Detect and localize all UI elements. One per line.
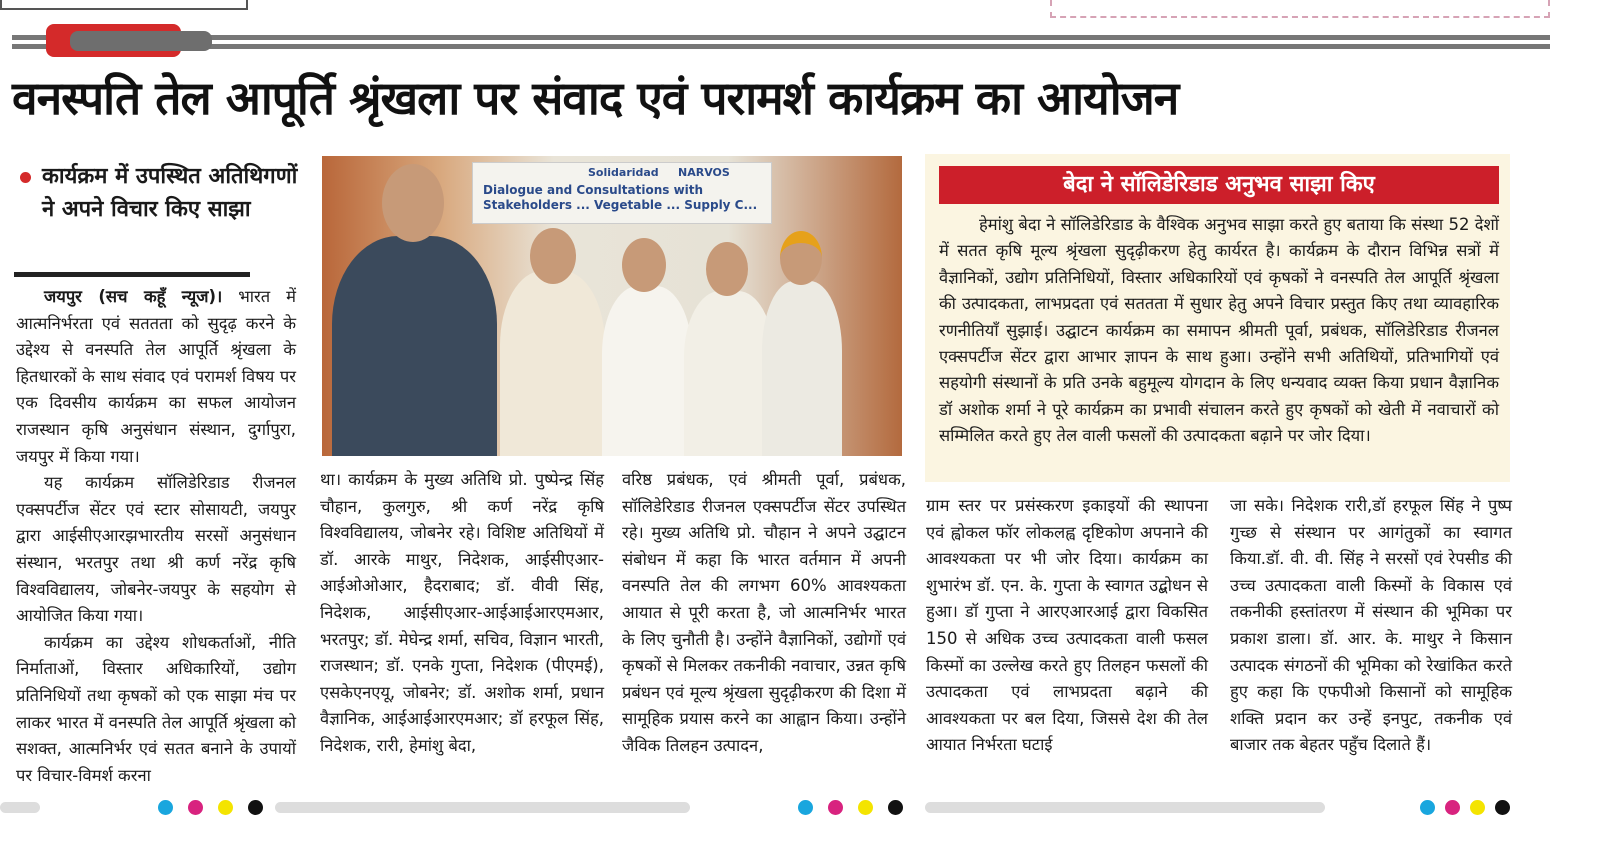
person [332,236,497,456]
event-banner [472,162,772,224]
person [684,291,774,456]
box-title: बेदा ने सॉलिडेरिडाड अनुभव साझा किए [939,166,1499,204]
paragraph: जा सके। निदेशक रारी,डॉ हरफूल सिंह ने पुष्प गुच्छ से संस्थान पर आगंतुकों का स्वागत किया.डॉ. वी. वी. सिंह ने सरसों एवं रेपसीड की उच्च उत्पादकता वाली किस्मों के विकास एवं तकनीकी हस्तांतरण में संस्थान की भूमिका पर प्रकाश डाला। डॉ. आर. के. माथुर ने किसान उत्पादक संगठनों की भूमिका को रेखांकित करते हुए कहा कि एफपीओ किसानों को सामूहिक शक्ति प्रदान कर उन्हें इनपुट, तकनीक एवं बाजार तक बेहतर पहुँच दिलाते हैं। [1230,496,1512,755]
person [500,271,605,456]
bullet-icon [20,172,31,183]
dateline: जयपुर (सच कहूँ न्यूज)। [44,287,223,306]
registration-dot-black [888,800,903,815]
subheading-text: कार्यक्रम में उपस्थित अतिथिगणों ने अपने विचार किए साझा [42,164,298,222]
registration-dot-magenta [828,800,843,815]
paragraph: भारत में आत्मनिर्भरता एवं सततता को सुदृढ़ करने के उद्देश्य से वनस्पति तेल आपूर्ति श्रृंखला के हितधारकों के साथ संवाद एवं परामर्श विषय पर एक दिवसीय कार्यक्रम का सफल आयोजन राजस्थान कृषि अनुसंधान संस्थान, दुर्गापुरा, जयपुर में किया गया। [16,287,296,466]
column-3 [622,467,906,760]
person-head [622,238,666,292]
subheading [16,160,306,226]
paragraph: कार्यक्रम का उद्देश्य शोधकर्ताओं, नीति निर्माताओं, विस्तार अधिकारियों, उद्योग प्रतिनिधियों तथा कृषकों को एक साझा मंच पर लाकर भारत में वनस्पति तेल आपूर्ति श्रृंखला को सशक्त, आत्मनिर्भर एवं सतत बनाने के उपायों पर विचार-विमर्श करना [16,632,296,785]
header-rule [12,44,1550,49]
print-bar [925,802,1325,813]
person-head [780,231,822,285]
paragraph: था। कार्यक्रम के मुख्य अतिथि प्रो. पुष्पेन्द्र सिंह चौहान, कुलगुरु, श्री कर्ण नरेंद्र कृषि विश्वविद्यालय, जोबनेर रहे। विशिष्ट अतिथियों में डॉ. आरके माथुर, निदेशक, आईसीएआर-आईओओआर, हैदराबाद; डॉ. वीवी सिंह, निदेशक, आईसीएआर-आईआईआरएमआर, भरतपुर; डॉ. मेघेन्द्र शर्मा, सचिव, विज्ञान भारती, राजस्थान; डॉ. एनके गुप्ता, निदेशक (पीएमई), एसकेएनएयू, जोबनेर; डॉ. अशोक शर्मा, प्रधान वैज्ञानिक, आईआईआरएमआर; डॉ हरफूल सिंह, निदेशक, रारी, हेमांशु बेदा, [320,470,604,755]
person-head [706,242,748,296]
print-bar [275,802,690,813]
header-rule [12,35,1550,40]
paragraph: वरिष्ठ प्रबंधक, एवं श्रीमती पूर्वा, प्रबंधक, सॉलिडेरिडाड रीजनल एक्सपर्टीज सेंटर उपस्थित रहे। मुख्य अतिथि प्रो. चौहान ने अपने उद्घाटन संबोधन में कहा कि भारत वर्तमान में अपनी वनस्पति तेल की लगभग 60% आवश्यकता आयात से पूरी करता है, जो आत्मनिर्भर भारत के लिए चुनौती है। उन्होंने वैज्ञानिकों, उद्योगों एवं कृषकों से मिलकर तकनीकी नवाचार, उन्नत कृषि प्रबंधन एवं मूल्य श्रृंखला सुदृढ़ीकरण की दिशा में सामूहिक प्रयास करने का आह्वान किया। उन्होंने जैविक तिलहन उत्पादन, [622,470,906,755]
section-marker-inner [70,31,212,51]
dashed-border [1050,0,1550,18]
registration-dot-yellow [1470,800,1485,815]
previous-article-border [0,0,248,10]
person-head [382,164,444,242]
registration-dot-yellow [858,800,873,815]
registration-dot-black [1495,800,1510,815]
person [602,286,692,456]
person [762,281,842,456]
registration-dot-magenta [1445,800,1460,815]
banner-logo: NARVOS [678,166,730,179]
registration-dot-yellow [218,800,233,815]
column-5 [1230,493,1512,759]
column-1 [16,284,296,789]
column-2 [320,467,604,760]
registration-dot-black [248,800,263,815]
sidebar-box [925,154,1510,482]
headline: वनस्पति तेल आपूर्ति श्रृंखला पर संवाद एवं परामर्श कार्यक्रम का आयोजन [12,71,1179,125]
paragraph: यह कार्यक्रम सॉलिडेरिडाड रीजनल एक्सपर्टीज सेंटर एवं स्टार सोसायटी, जयपुर द्वारा आईसीएआरझभारतीय सरसों अनुसंधान संस्थान, भरतपुर तथा श्री कर्ण नरेंद्र कृषि विश्वविद्यालय, जोबनेर-जयपुर के सहयोग से आयोजित किया गया। [16,473,296,626]
registration-dot-magenta [188,800,203,815]
banner-text: Dialogue and Consultations with Stakeholders ... Vegetable ... Supply C... [483,183,758,212]
banner-logo: Solidaridad [588,166,659,179]
column-4 [926,493,1208,759]
box-text: हेमांशु बेदा ने सॉलिडेरिडाड के वैश्विक अनुभव साझा करते हुए बताया कि संस्था 52 देशों में सतत कृषि मूल्य श्रृंखला सुदृढ़ीकरण हेतु कार्यरत है। कार्यक्रम के दौरान विभिन्न सत्रों में वैज्ञानिकों, उद्योग प्रतिनिधियों, विस्तार अधिकारियों एवं कृषकों ने वनस्पति तेल आपूर्ति श्रृंखला की उत्पादकता, लाभप्रदता एवं सततता में सुधार हेतु अपने विचार प्रस्तुत किए तथा व्यावहारिक रणनीतियाँ सुझाई। उद्घाटन कार्यक्रम का समापन श्रीमती पूर्वा, प्रबंधक, सॉलिडेरिडाड रीजनल एक्सपर्टीज सेंटर द्वारा आभार ज्ञापन के साथ हुआ। उन्होंने सभी अतिथियों, प्रतिभागियों एवं सहयोगी संस्थानों के प्रति उनके बहुमूल्य योगदान के लिए धन्यवाद व्यक्त किया प्रधान वैज्ञानिक डॉ अशोक शर्मा ने पूरे कार्यक्रम का प्रभावी संचालन करते हुए कृषकों को खेती में नवाचारों को सम्मिलित करते हुए तेल वाली फसलों की उत्पादकता बढ़ाने पर जोर दिया। [939,215,1499,446]
registration-dot-cyan [798,800,813,815]
person-head [530,228,576,284]
event-photo [322,156,902,456]
divider [14,272,250,277]
registration-dot-cyan [158,800,173,815]
registration-dot-cyan [1420,800,1435,815]
paragraph: ग्राम स्तर पर प्रसंस्करण इकाइयों की स्थापना एवं ह्वोकल फॉर लोकलह्व दृष्टिकोण अपनाने की आवश्यकता पर भी जोर दिया। कार्यक्रम का शुभारंभ डॉ. एन. के. गुप्ता के स्वागत उद्बोधन से हुआ। डॉ गुप्ता ने आरएआरआई द्वारा विकसित 150 से अधिक उच्च उत्पादकता वाली फसल किस्मों का उल्लेख करते हुए तिलहन फसलों की उत्पादकता एवं लाभप्रदता बढ़ाने की आवश्यकता पर बल दिया, जिससे देश की तेल आयात निर्भरता घटाई [926,496,1208,755]
print-bar [0,802,40,813]
